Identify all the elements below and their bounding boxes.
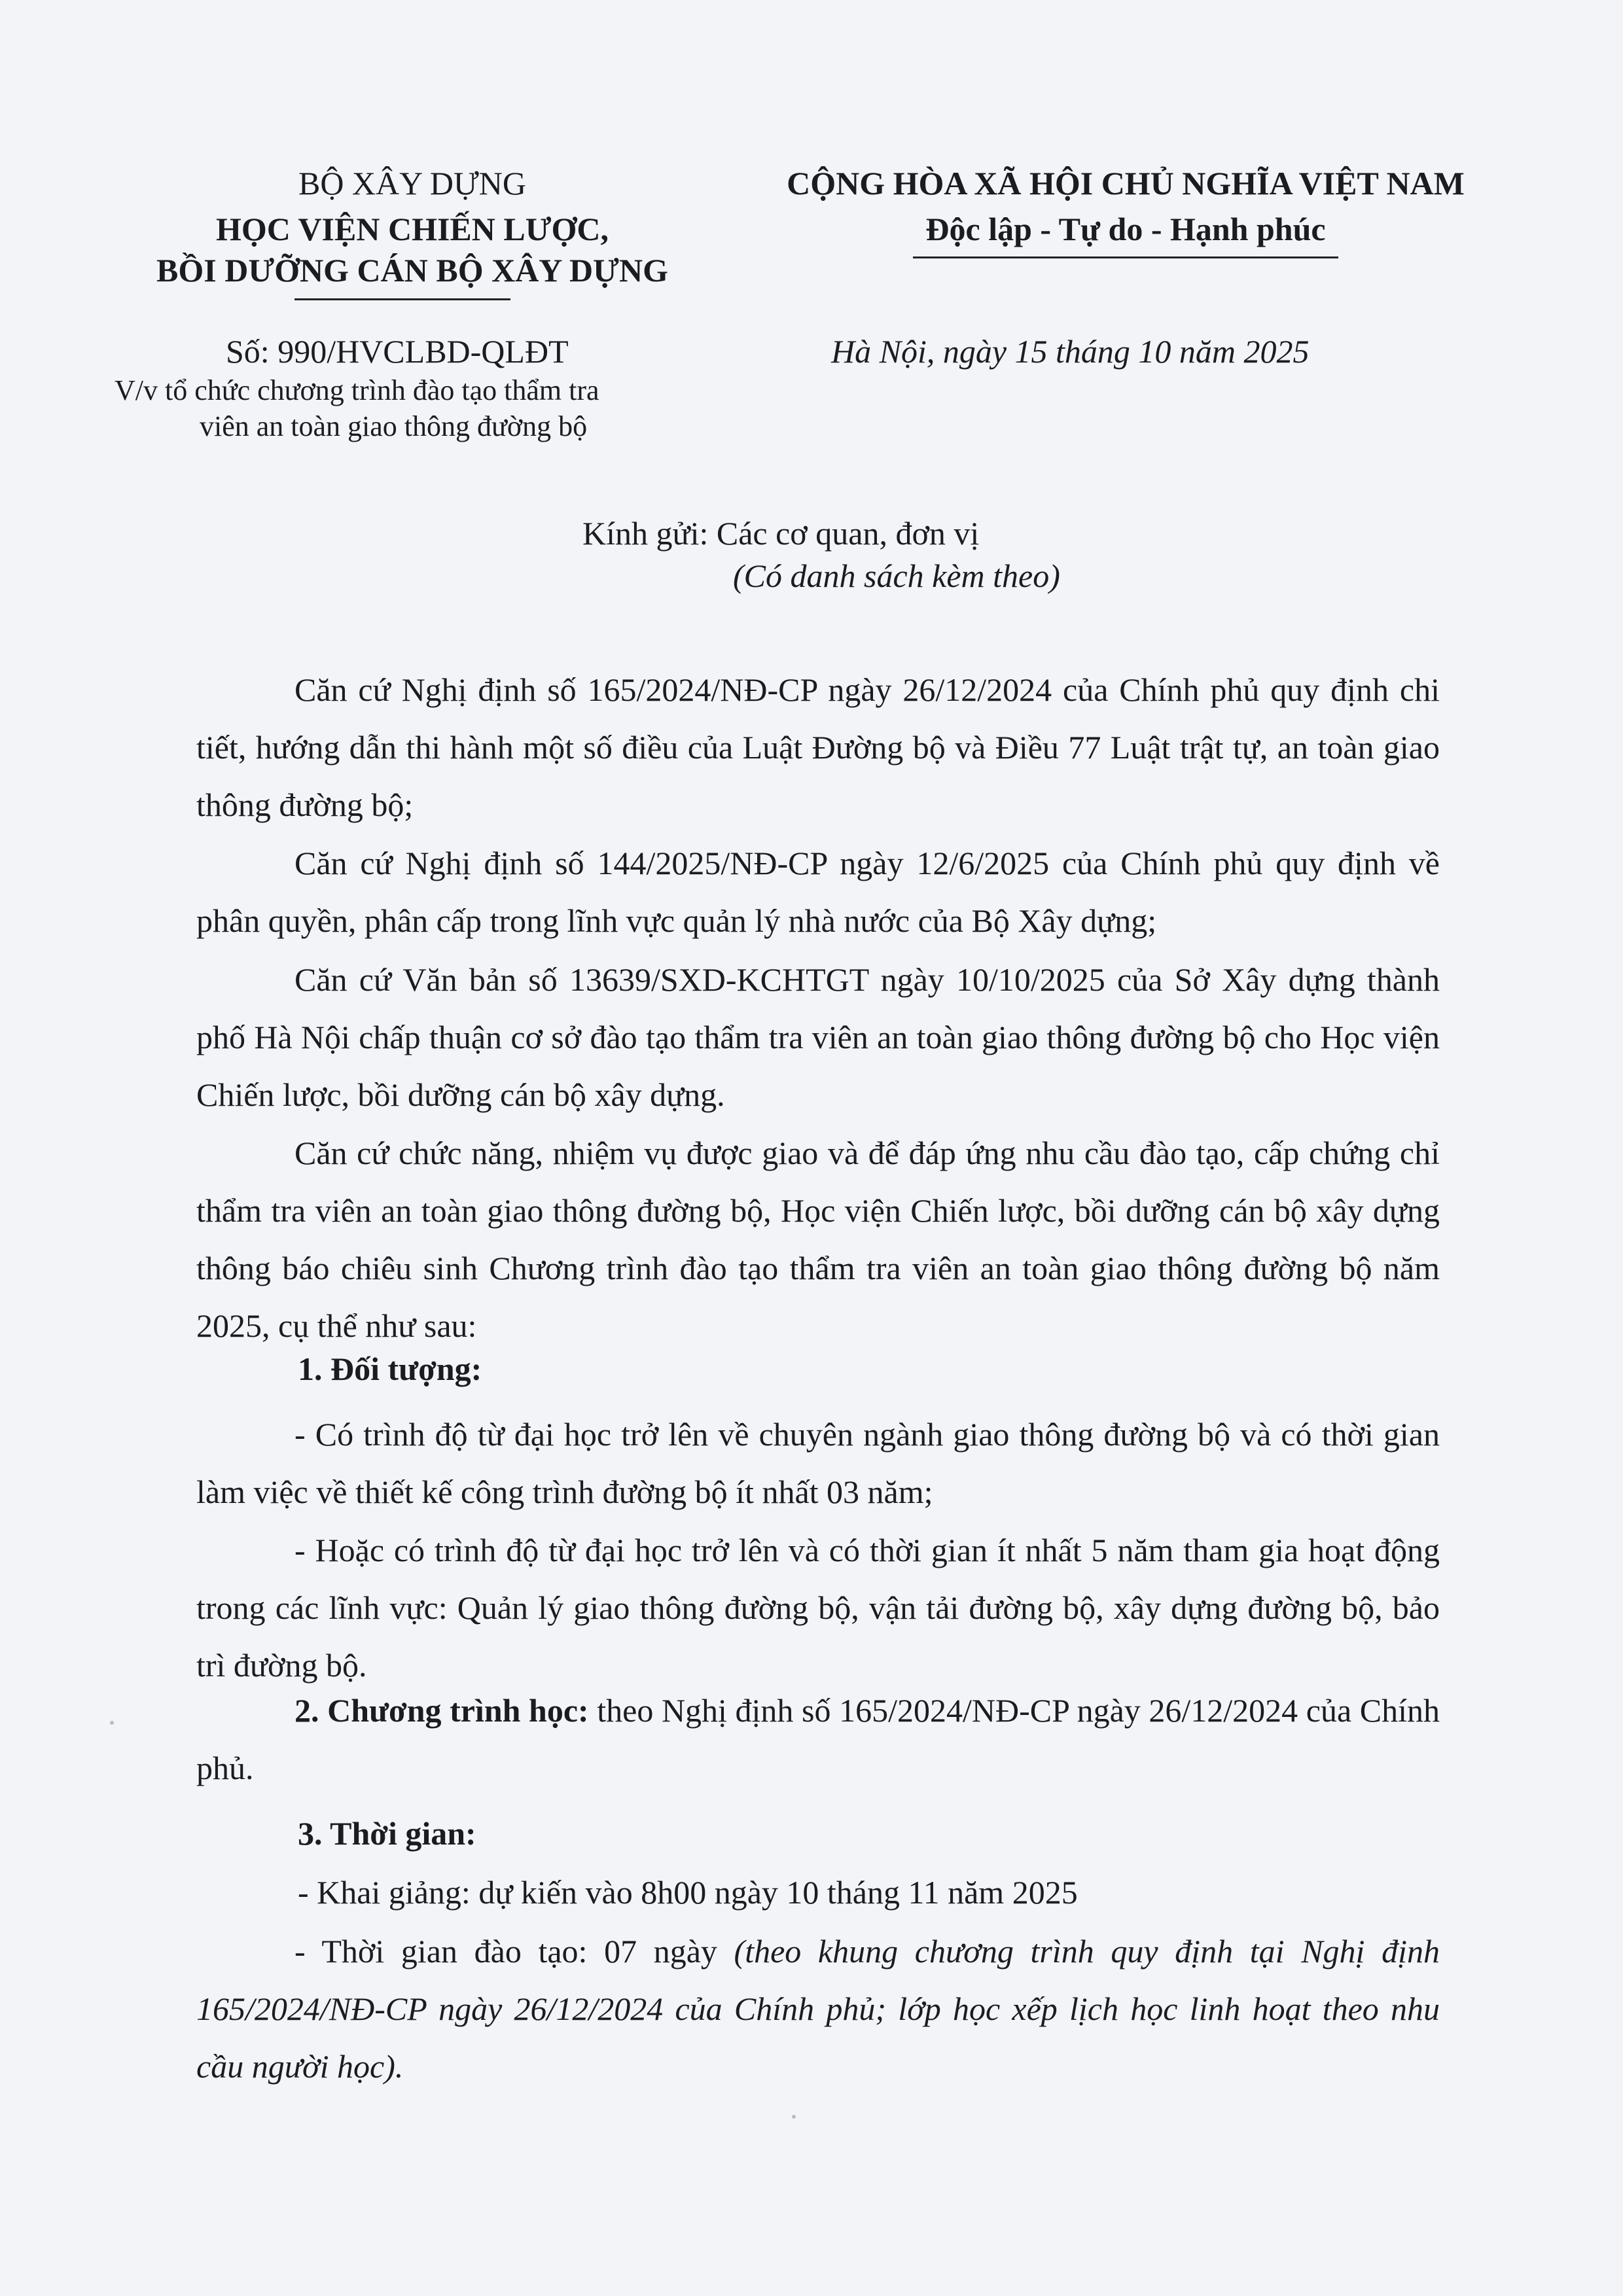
ministry-name: BỘ XÂY DỰNG xyxy=(298,165,527,202)
section2-heading: 2. Chương trình học: xyxy=(294,1692,589,1729)
opening-date: - Khai giảng: dự kiến vào 8h00 ngày 10 tháng 11 năm 2025 xyxy=(298,1874,1078,1911)
scan-speck xyxy=(110,1721,114,1725)
left-header-rule xyxy=(294,298,510,300)
recipients-line: Kính gửi: Các cơ quan, đơn vị xyxy=(582,515,980,552)
section3-heading: 3. Thời gian: xyxy=(298,1815,476,1852)
basis-paragraph-3: Căn cứ Văn bản số 13639/SXD-KCHTGT ngày 10/10/2025 của Sở Xây dựng thành phố Hà Nội chấp thuận cơ sở đào tạo thẩm tra viên an toàn giao thông đường bộ cho Học viện Chiến lược, bồi dưỡng cán bộ xây dựng. xyxy=(196,961,1440,1113)
basis-paragraph-2: Căn cứ Nghị định số 144/2025/NĐ-CP ngày 12/6/2025 của Chính phủ quy định về phân quyền, phân cấp trong lĩnh vực quản lý nhà nước của Bộ Xây dựng; xyxy=(196,845,1440,939)
section1-item-1: - Có trình độ từ đại học trở lên về chuyên ngành giao thông đường bộ và có thời gian làm việc về thiết kế công trình đường bộ ít nhất 03 năm; xyxy=(196,1416,1440,1510)
place-date: Hà Nội, ngày 15 tháng 10 năm 2025 xyxy=(831,333,1310,370)
basis-paragraph-1: Căn cứ Nghị định số 165/2024/NĐ-CP ngày 26/12/2024 của Chính phủ quy định chi tiết, hướng dẫn thi hành một số điều của Luật Đường bộ và Điều 77 Luật trật tự, an toàn giao thông đường bộ; xyxy=(196,671,1440,823)
motto: Độc lập - Tự do - Hạnh phúc xyxy=(925,211,1326,247)
subject-line1: V/v tổ chức chương trình đào tạo thẩm tra xyxy=(115,374,599,406)
recipients-note: (Có danh sách kèm theo) xyxy=(733,557,1060,594)
basis-paragraph-4: Căn cứ chức năng, nhiệm vụ được giao và để đáp ứng nhu cầu đào tạo, cấp chứng chỉ thẩm tra viên an toàn giao thông đường bộ, Học viện Chiến lược, bồi dưỡng cán bộ xây dựng thông báo chiêu sinh Chương trình đào tạo thẩm tra viên an toàn giao thông đường bộ năm 2025, cụ thể như sau: xyxy=(196,1135,1440,1344)
org-name-line2: BỒI DƯỠNG CÁN BỘ XÂY DỰNG xyxy=(156,252,668,289)
org-name-line1: HỌC VIỆN CHIẾN LƯỢC, xyxy=(215,211,609,247)
section2-text: theo Nghị định số 165/2024/NĐ-CP ngày 26/12/2024 của Chính phủ. xyxy=(196,1692,1440,1786)
scan-speck xyxy=(792,2115,796,2119)
country-name: CỘNG HÒA XÃ HỘI CHỦ NGHĨA VIỆT NAM xyxy=(787,165,1465,202)
training-duration xyxy=(196,1922,1440,2095)
section1-item-2: - Hoặc có trình độ từ đại học trở lên và có thời gian ít nhất 5 năm tham gia hoạt động trong các lĩnh vực: Quản lý giao thông đường bộ, vận tải đường bộ, xây dựng đường bộ, bảo trì đường bộ. xyxy=(196,1532,1440,1684)
duration-prefix: - Thời gian đào tạo: 07 ngày xyxy=(294,1933,734,1969)
document-number: Số: 990/HVCLBD-QLĐT xyxy=(226,333,569,370)
right-header-rule xyxy=(913,256,1338,258)
subject-line2: viên an toàn giao thông đường bộ xyxy=(200,410,588,442)
section1-heading: 1. Đối tượng: xyxy=(298,1351,482,1387)
duration-note: (theo khung chương trình quy định tại Nghị định 165/2024/NĐ-CP ngày 26/12/2024 của Chính phủ; lớp học xếp lịch học linh hoạt theo nhu cầu người học). xyxy=(196,1933,1440,2085)
section2-paragraph xyxy=(196,1682,1440,1797)
